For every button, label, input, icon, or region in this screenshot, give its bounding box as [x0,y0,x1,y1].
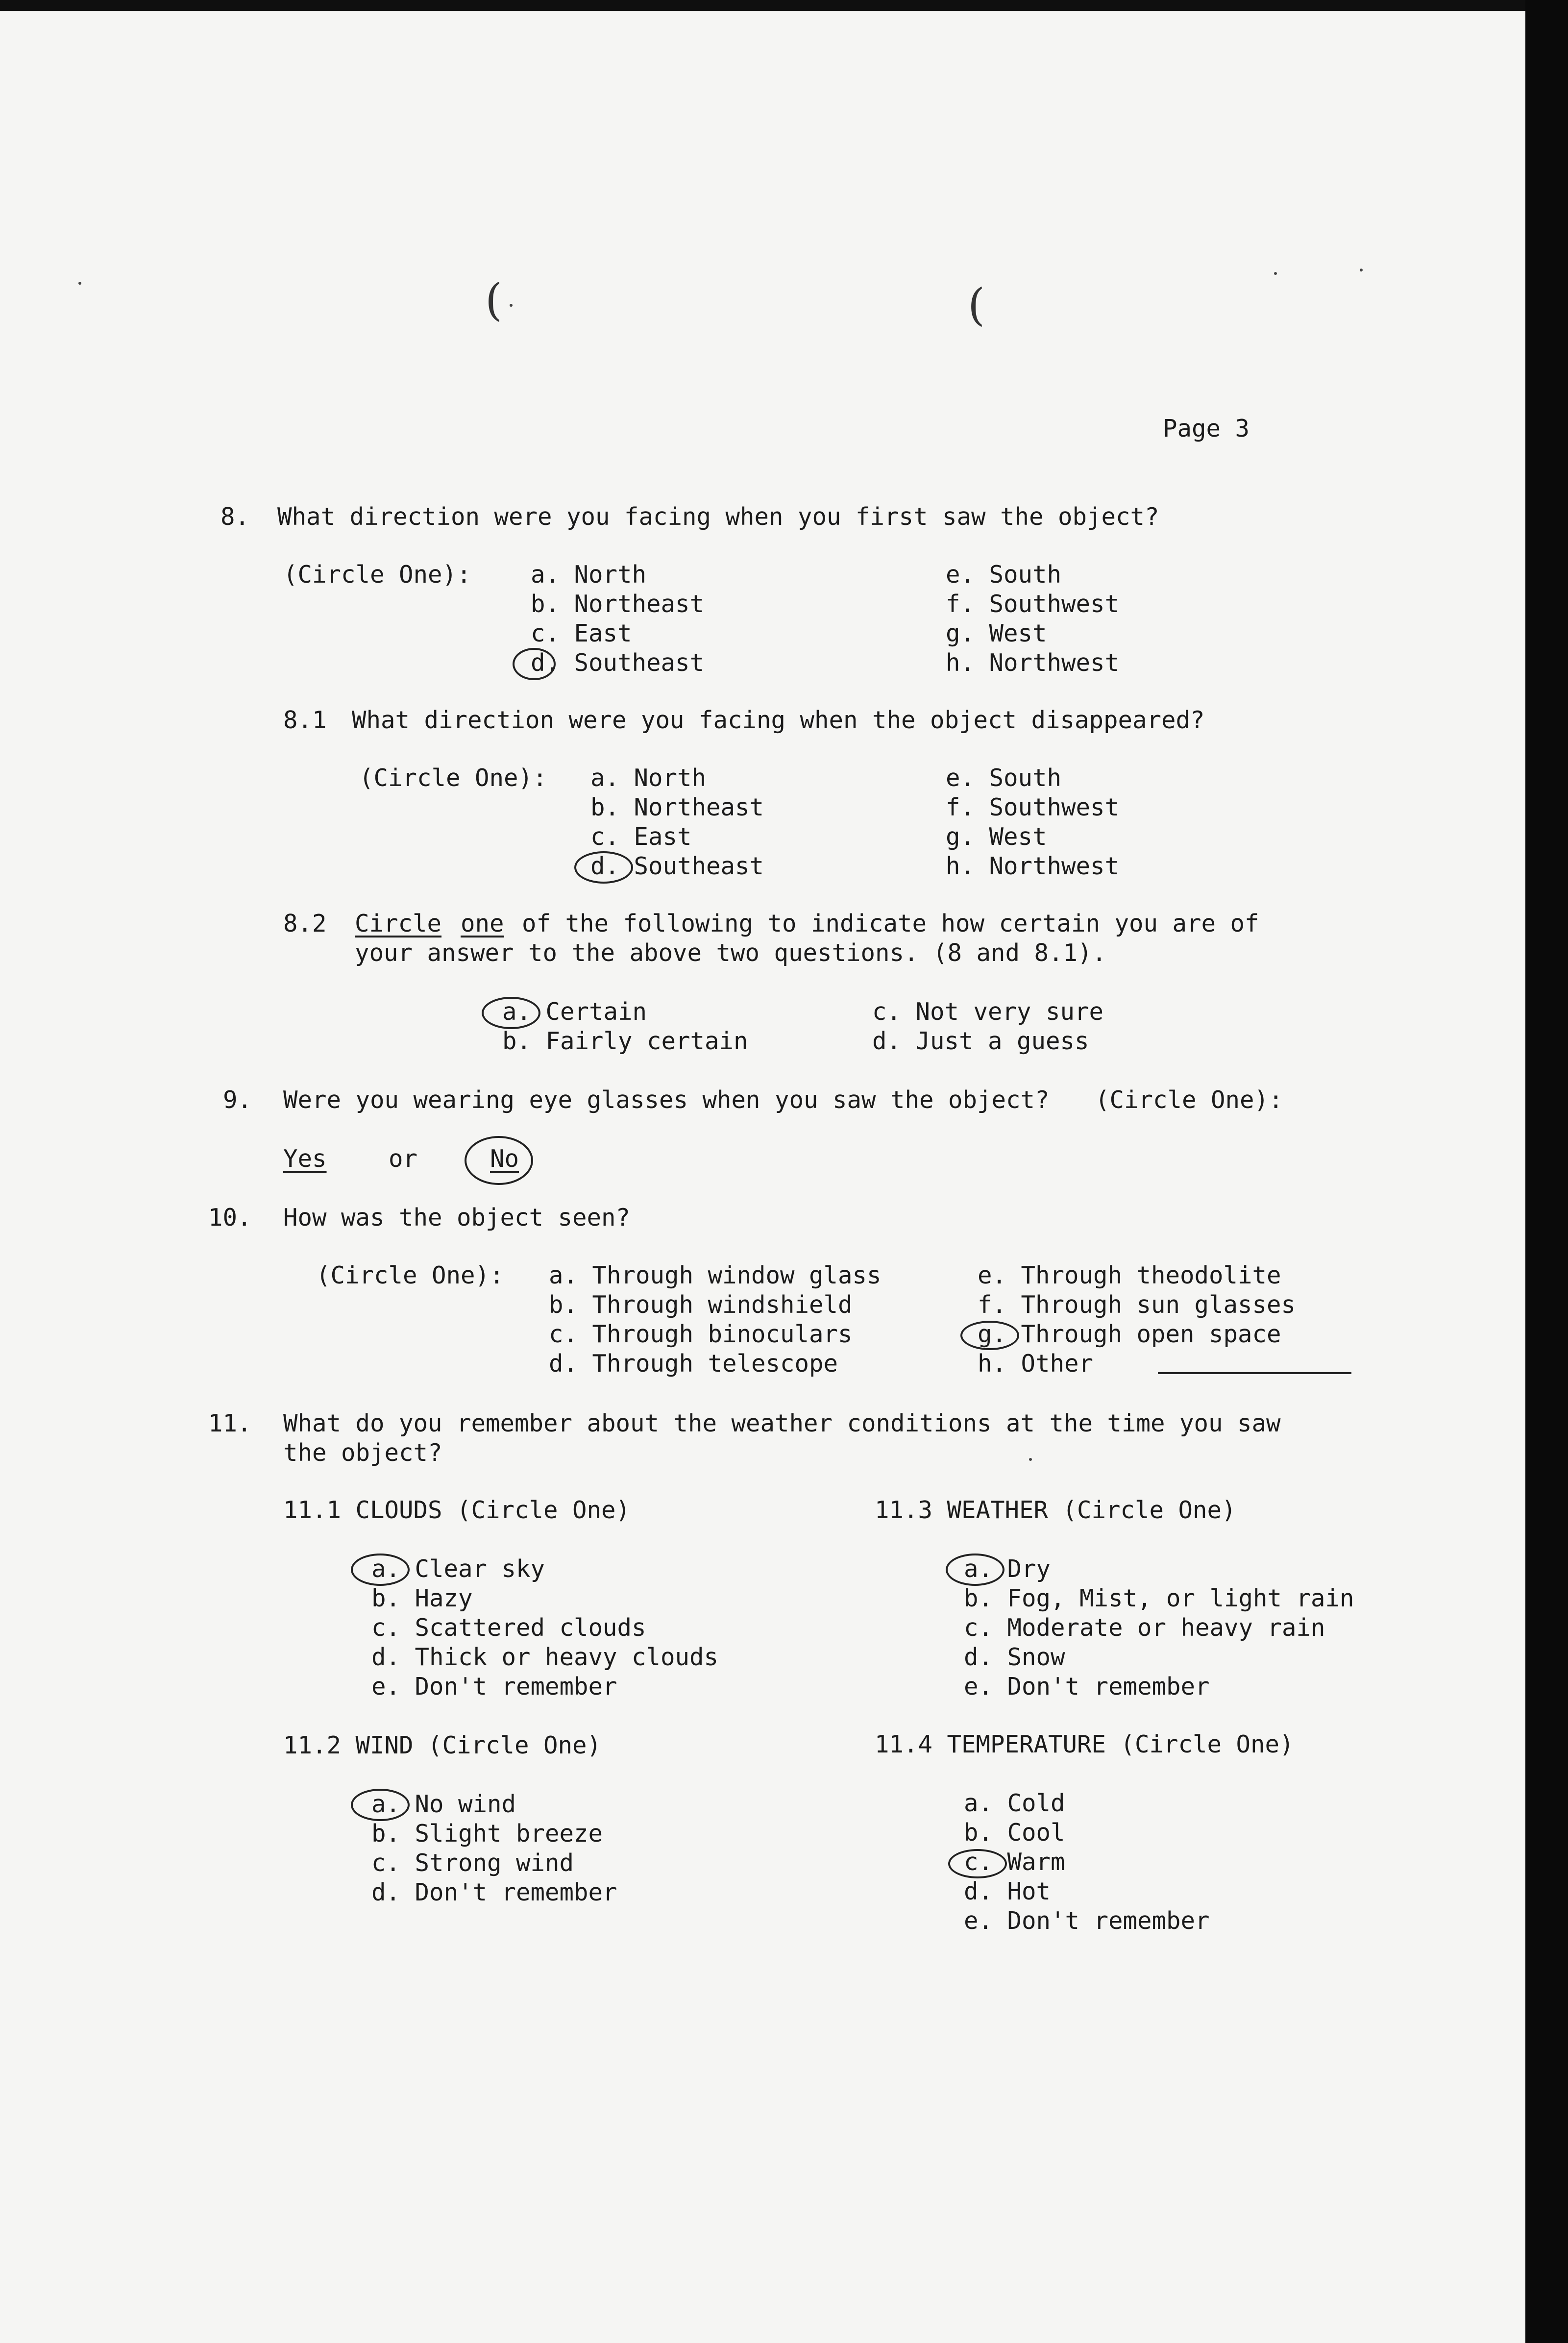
q9-selected-circle [465,1136,533,1185]
q11-1-option-a[interactable]: a. Clear sky [371,1555,545,1583]
q8-1-question: What direction were you facing when the object disappeared? [352,706,1205,734]
q11-4-option-a[interactable]: a. Cold [964,1789,1065,1817]
q8-option-d[interactable]: d. Southeast [531,649,705,677]
q10-number: 10. [208,1204,252,1232]
q11-2-option-d[interactable]: d. Don't remember [371,1878,617,1906]
scan-border-right [1525,0,1568,2343]
q10-question: How was the object seen? [283,1204,631,1232]
q11-3-weather-heading: 11.3 WEATHER (Circle One) [875,1496,1236,1524]
speck [510,304,513,307]
q8-option-e[interactable]: e. South [946,561,1062,589]
q11-1-selected-circle [351,1554,410,1586]
speck [78,282,81,285]
q8-2-circle-word: Circle [355,910,442,937]
q8-1-option-e[interactable]: e. South [946,764,1062,792]
scan-border-top [0,0,1525,11]
q9-or-text: or [389,1145,418,1173]
q9-no-option[interactable]: No [490,1145,519,1173]
q10-option-f[interactable]: f. Through sun glasses [978,1291,1296,1319]
q10-option-g[interactable]: g. Through open space [978,1320,1281,1348]
q8-1-number: 8.1 [283,706,327,734]
q11-1-option-b[interactable]: b. Hazy [371,1584,473,1612]
q11-question-line1: What do you remember about the weather conditions at the time you saw [283,1409,1281,1437]
q11-1-clouds-heading: 11.1 CLOUDS (Circle One) [283,1496,631,1524]
q10-option-c[interactable]: c. Through binoculars [549,1320,853,1348]
q11-4-option-d[interactable]: d. Hot [964,1877,1051,1905]
q10-option-e[interactable]: e. Through theodolite [978,1261,1281,1289]
q11-3-selected-circle [946,1554,1004,1586]
page-number: Page 3 [1163,415,1250,443]
q8-option-f[interactable]: f. Southwest [946,590,1120,618]
q8-1-option-d[interactable]: d. Southeast [590,852,764,880]
q8-2-option-a[interactable]: a. Certain [502,998,647,1026]
q8-1-option-c[interactable]: c. East [590,823,692,851]
q11-2-option-b[interactable]: b. Slight breeze [371,1820,603,1848]
q8-option-c[interactable]: c. East [531,619,632,647]
q11-4-option-c[interactable]: c. Warm [964,1848,1065,1876]
q11-3-option-c[interactable]: c. Moderate or heavy rain [964,1614,1325,1642]
q8-1-option-g[interactable]: g. West [946,823,1047,851]
q11-4-selected-circle [948,1849,1007,1878]
q11-1-option-d[interactable]: d. Thick or heavy clouds [371,1643,719,1671]
q11-question-line2: the object? [283,1439,442,1467]
q11-4-option-b[interactable]: b. Cool [964,1819,1065,1847]
q8-1-option-f[interactable]: f. Southwest [946,793,1120,821]
q11-3-option-d[interactable]: d. Snow [964,1643,1065,1671]
q8-2-selected-circle [482,997,540,1029]
q8-2-option-d[interactable]: d. Just a guess [872,1027,1089,1055]
q8-2-question-line2: your answer to the above two questions. (8 and 8.1). [355,939,1107,967]
q8-1-option-b[interactable]: b. Northeast [590,793,764,821]
q8-selected-circle [513,648,556,680]
q11-4-option-e[interactable]: e. Don't remember [964,1907,1210,1935]
q11-2-option-a[interactable]: a. No wind [371,1790,516,1818]
q8-2-one-word: one [461,910,504,937]
q8-1-option-a[interactable]: a. North [590,764,707,792]
q8-2-number: 8.2 [283,910,327,937]
q8-2-option-b[interactable]: b. Fairly certain [502,1027,748,1055]
q8-1-option-h[interactable]: h. Northwest [946,852,1120,880]
q8-2-option-c[interactable]: c. Not very sure [872,998,1104,1026]
q8-1-instruction: (Circle One): [359,764,547,792]
q11-1-option-e[interactable]: e. Don't remember [371,1673,617,1701]
q9-instruction: (Circle One): [1095,1086,1283,1114]
q8-option-g[interactable]: g. West [946,619,1047,647]
q11-3-option-b[interactable]: b. Fog, Mist, or light rain [964,1584,1354,1612]
q10-instruction: (Circle One): [316,1261,504,1289]
q8-option-a[interactable]: a. North [531,561,647,589]
q11-2-selected-circle [351,1789,410,1821]
q10-other-blank-line[interactable] [1158,1372,1351,1374]
q11-2-option-c[interactable]: c. Strong wind [371,1849,574,1877]
punch-hole-mark-left: ( [485,274,503,326]
q8-number: 8. [220,503,250,531]
speck [1274,272,1277,275]
q10-selected-circle [960,1321,1019,1350]
q8-option-h[interactable]: h. Northwest [946,649,1120,677]
q11-3-option-e[interactable]: e. Don't remember [964,1673,1210,1701]
q8-1-selected-circle [574,851,633,884]
q10-option-d[interactable]: d. Through telescope [549,1350,838,1378]
q11-number: 11. [208,1409,252,1437]
q9-question: Were you wearing eye glasses when you saw the object? [283,1086,1050,1114]
q11-3-option-a[interactable]: a. Dry [964,1555,1051,1583]
q10-option-h[interactable]: h. Other [978,1350,1094,1378]
q8-question: What direction were you facing when you first saw the object? [277,503,1159,531]
q10-option-b[interactable]: b. Through windshield [549,1291,853,1319]
punch-hole-mark-right: ( [968,279,985,331]
speck [1360,269,1363,271]
q9-yes-option[interactable]: Yes [283,1145,327,1173]
q8-2-question: of the following to indicate how certain you are of [522,910,1259,937]
q11-4-temperature-heading: 11.4 TEMPERATURE (Circle One) [875,1730,1294,1758]
q8-instruction: (Circle One): [283,561,471,589]
q11-1-option-c[interactable]: c. Scattered clouds [371,1614,646,1642]
q10-option-a[interactable]: a. Through window glass [549,1261,882,1289]
q11-2-wind-heading: 11.2 WIND (Circle One) [283,1731,602,1759]
speck [1029,1458,1032,1461]
q9-number: 9. [223,1086,252,1114]
q8-option-b[interactable]: b. Northeast [531,590,705,618]
